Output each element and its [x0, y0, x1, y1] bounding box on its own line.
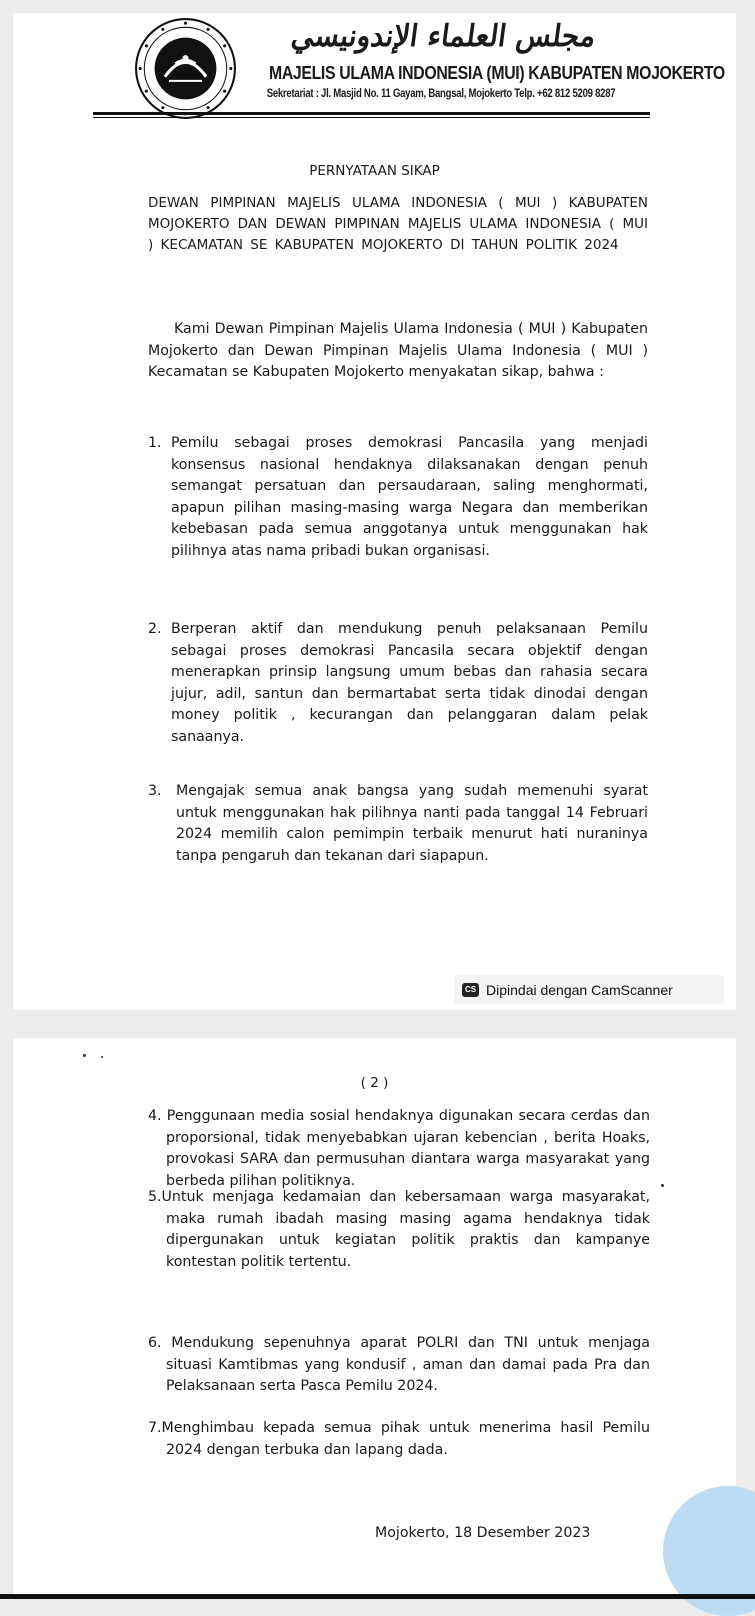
item-text: Pemilu sebagai proses demokrasi Pancasila yang menjadi konsensus nasional hendaknya dilaksanakan dengan penuh semangat persatuan dan persaudaraan, saling menghormati, apapun pilihan masing-masing warga Negara dan memberikan kebebasan pada semua anggotanya untuk menggunakan hak pilihnya atas nama pribadi bukan organisasi. [171, 435, 648, 559]
item-text: Mengajak semua anak bangsa yang sudah memenuhi syarat untuk menggunakan hak pilihnya nanti pada tanggal 14 Februari 2024 memilih calon pemimpin terbaik menurut hati nuraninya tanpa pengaruh dan tekanan dari siapapun. [176, 783, 648, 864]
statement-item-6 [148, 1333, 650, 1398]
item-number: 1. [148, 435, 162, 451]
statement-item-3 [148, 781, 648, 867]
item-text: 6. Mendukung sepenuhnya aparat POLRI dan TNI untuk menjaga situasi Kamtibmas yang kondusif , aman dan damai pada Pra dan Pelaksanaan serta Pasca Pemilu 2024. [148, 1335, 650, 1394]
screen-bottom-bar [0, 1594, 755, 1599]
camscanner-icon: CS [462, 983, 479, 997]
scan-speck [101, 1056, 103, 1058]
item-text: 4. Penggunaan media sosial hendaknya digunakan secara cerdas dan proporsional, tidak menyebabkan ujaran kebencian , berita Hoaks, provokasi SARA dan permusuhan diantara warga masyarakat yang berbeda pilihan politiknya. [148, 1108, 650, 1189]
scan-speck [83, 1054, 86, 1057]
letterhead-rule-thick [93, 112, 650, 115]
place-and-date: Mojokerto, 18 Desember 2023 [375, 1525, 591, 1541]
item-text: 7.Menghimbau kepada semua pihak untuk menerima hasil Pemilu 2024 dengan terbuka dan lapang dada. [148, 1420, 650, 1458]
item-text: Berperan aktif dan mendukung penuh pelaksanaan Pemilu sebagai proses demokrasi Pancasila secara objektif dengan menerapkan prinsip langsung umum bebas dan rahasia secara jujur, adil, santun dan bermartabat serta tidak dinodai dengan money politik , kecurangan dan pelanggaran dalam pelak sanaanya. [171, 621, 648, 745]
statement-item-1 [148, 433, 648, 562]
item-number: 2. [148, 621, 162, 637]
page-number: ( 2 ) [360, 1075, 389, 1091]
arabic-org-name: مجلس العلماء الإندونيسي [289, 19, 598, 54]
item-text: 5.Untuk menjaga kedamaian dan kebersamaan warga masyarakat, maka rumah ibadah masing masing agama hendaknya tidak dipergunakan untuk kegiatan politik praktis dan kampanye kontestan politik tertentu. [148, 1189, 650, 1270]
org-address: Sekretariat : Jl. Masjid No. 11 Gayam, Bangsal, Mojokerto Telp. +62 812 5209 8287 [266, 88, 616, 100]
camscanner-label: Dipindai dengan CamScanner [486, 981, 673, 998]
statement-item-7 [148, 1418, 650, 1461]
statement-item-5 [148, 1187, 650, 1273]
intro-paragraph: Kami Dewan Pimpinan Majelis Ulama Indonesia ( MUI ) Kabupaten Mojokerto dan Dewan Pimpinan Majelis Ulama Indonesia ( MUI ) Kecamatan se Kabupaten Mojokerto menyakatan sikap, bahwa : [148, 321, 648, 380]
statement-item-4 [148, 1106, 650, 1192]
item-number: 3. [148, 783, 162, 799]
scan-speck [661, 1184, 664, 1187]
document-heading: DEWAN PIMPINAN MAJELIS ULAMA INDONESIA ( MUI ) KABUPATEN MOJOKERTO DAN DEWAN PIMPINAN MAJELIS ULAMA INDONESIA ( MUI ) KECAMATAN SE KABUPATEN MOJOKERTO DI TAHUN POLITIK 2024 [148, 195, 648, 253]
org-name: MAJELIS ULAMA INDONESIA (MUI) KABUPATEN MOJOKERTO [269, 63, 725, 83]
statement-item-2 [148, 619, 648, 748]
mui-logo-emblem [134, 17, 237, 120]
document-page-2 [13, 1038, 736, 1599]
camscanner-badge [454, 975, 724, 1004]
document-title: PERNYATAAN SIKAP [309, 163, 440, 179]
letterhead-rule-thin [93, 117, 650, 118]
document-page-1 [13, 13, 736, 1010]
